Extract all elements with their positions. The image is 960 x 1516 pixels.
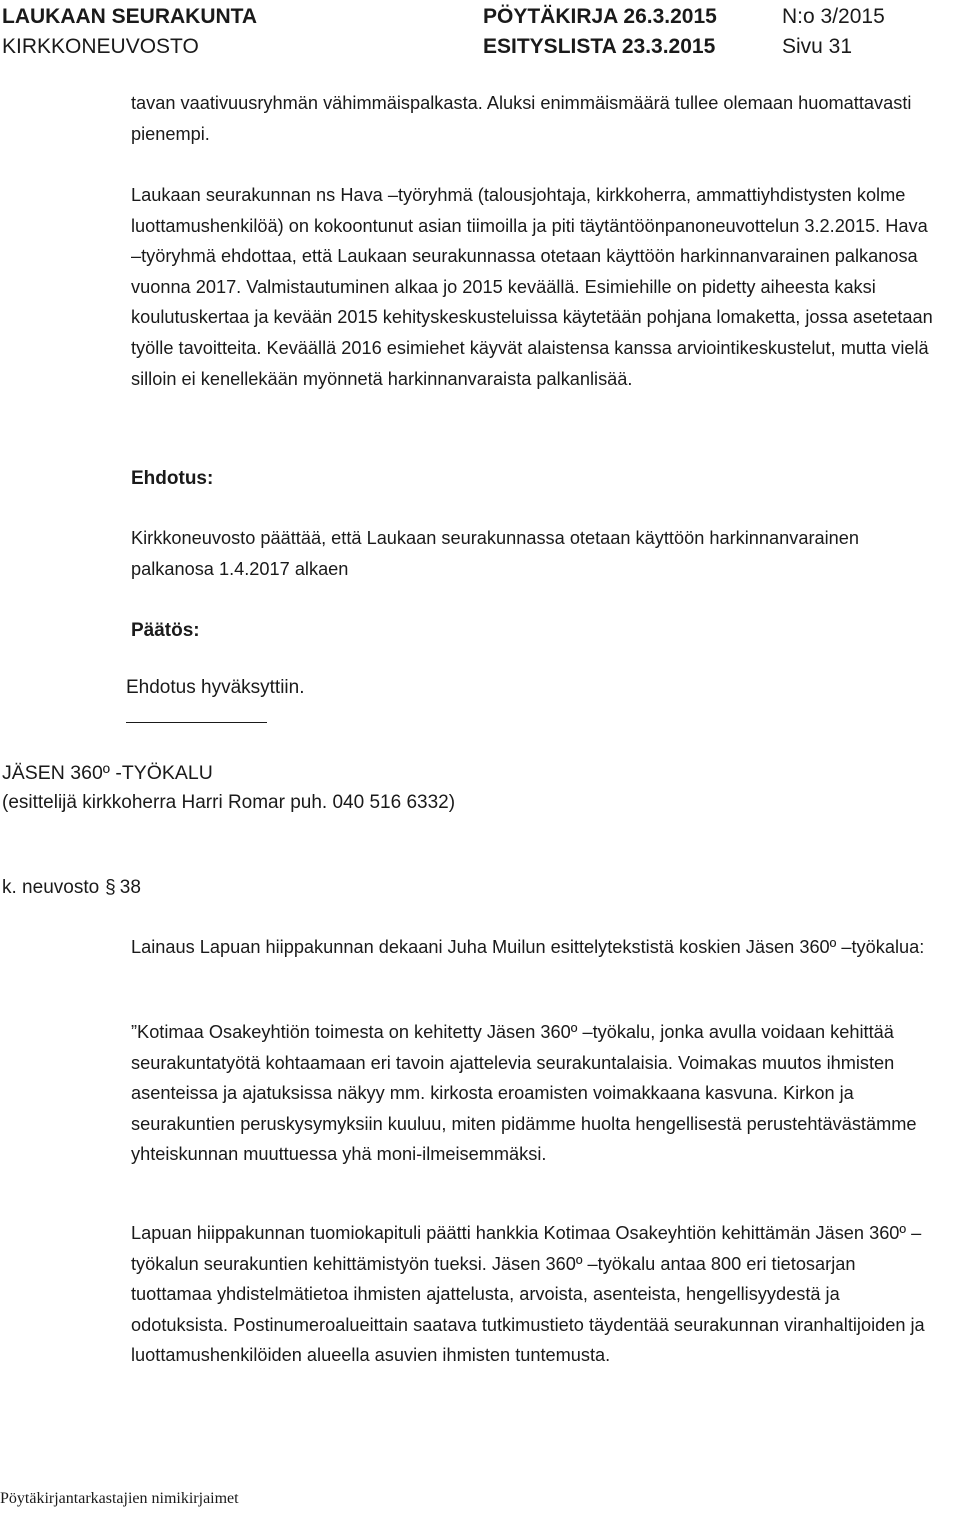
page-number: Sivu 31 xyxy=(782,35,853,58)
paragraph-hava-working-group: Laukaan seurakunnan ns Hava –työryhmä (talousjohtaja, kirkkoherra, ammattiyhdistysten kolme luottamushenkilöä) on kokoontunut asian tiimoilla ja piti täytäntöönpanoneuvottelun 3.2.2015. Hava –työryhmä ehdottaa, että Laukaan seurakunnassa otetaan käyttöön harkinnanvarainen palkanosa vuonna 2017. Valmistautuminen alkaa jo 2015 keväällä. Esimiehille on pidetty aiheesta kaksi koulutuskertaa ja kevään 2015 kehityskeskusteluissa käytetään pohjana lomaketta, jossa asetetaan työlle tavoitteita. Keväällä 2016 esimiehet käyvät alaistensa kanssa arviointikeskustelut, mutta vielä silloin ei kenellekään myönnetä harkinnanvaraista palkanlisää. xyxy=(131,185,933,389)
section-sign: § xyxy=(105,877,116,898)
section-ref-number: 38 xyxy=(119,877,141,898)
decision-heading: Päätös: xyxy=(131,620,200,641)
section-title: JÄSEN 360º -TYÖKALU xyxy=(2,762,213,784)
quote-text: ”Kotimaa Osakeyhtiön toimesta on kehitetty Jäsen 360º –työkalu, jonka avulla voidaan kehittää seurakuntatyötä kohtaamaan eri tavoin ajattelevia seurakuntalaisia. Voimakas muutos ihmisten asenteissa ja ajatuksissa näkyy mm. kirkosta eroamisten voimakkaana kasvuna. Kirkon ja seurakuntien peruskysymyksiin kuuluu, miten pidämme huolta hengellisestä perustehtävästämme yhteiskunnan muuttuessa yhä moni-ilmeisemmäksi. xyxy=(131,1022,917,1165)
agenda-date-label: ESITYSLISTA 23.3.2015 xyxy=(483,35,716,58)
minutes-date-label: PÖYTÄKIRJA 26.3.2015 xyxy=(483,5,717,28)
board-name: KIRKKONEUVOSTO xyxy=(2,35,199,58)
presenter-info: (esittelijä kirkkoherra Harri Romar puh. 040 516 6332) xyxy=(2,792,456,813)
footer-signature-label: Pöytäkirjantarkastajien nimikirjaimet xyxy=(0,1490,239,1507)
quote-intro: Lainaus Lapuan hiippakunnan dekaani Juha Muilun esittelytekstistä koskien Jäsen 360º –työkalua: xyxy=(131,937,925,957)
paragraph-lapua-diocese: Lapuan hiippakunnan tuomiokapituli päätti hankkia Kotimaa Osakeyhtiön kehittämän Jäsen 360º –työkalun seurakuntien kehittämistyön tueksi. Jäsen 360º –työkalu antaa 800 eri tietosarjan tuottamaa yhdistelmätietoa ihmisten ajattelusta, arvoista, asenteista, hengellisyydestä ja odotuksista. Postinumeroalueittain saatava tutkimustieto täydentää seurakunnan viranhaltijoiden ja luottamushenkilöiden alueella asuvien ihmisten tuntemusta. xyxy=(131,1223,925,1366)
section-divider xyxy=(126,722,267,723)
organization-name: LAUKAAN SEURAKUNTA xyxy=(2,5,258,28)
document-number: N:o 3/2015 xyxy=(782,5,885,28)
section-reference xyxy=(2,873,141,903)
proposal-text: Kirkkoneuvosto päättää, että Laukaan seurakunnassa otetaan käyttöön harkinnanvarainen palkanosa 1.4.2017 alkaen xyxy=(131,528,860,579)
section-ref-prefix: k. neuvosto xyxy=(2,877,100,898)
paragraph-salary-range: tavan vaativuusryhmän vähimmäispalkasta. Aluksi enimmäismäärä tullee olemaan huomattavasti pienempi. xyxy=(131,93,912,144)
decision-text: Ehdotus hyväksyttiin. xyxy=(126,677,305,698)
proposal-heading: Ehdotus: xyxy=(131,468,214,489)
